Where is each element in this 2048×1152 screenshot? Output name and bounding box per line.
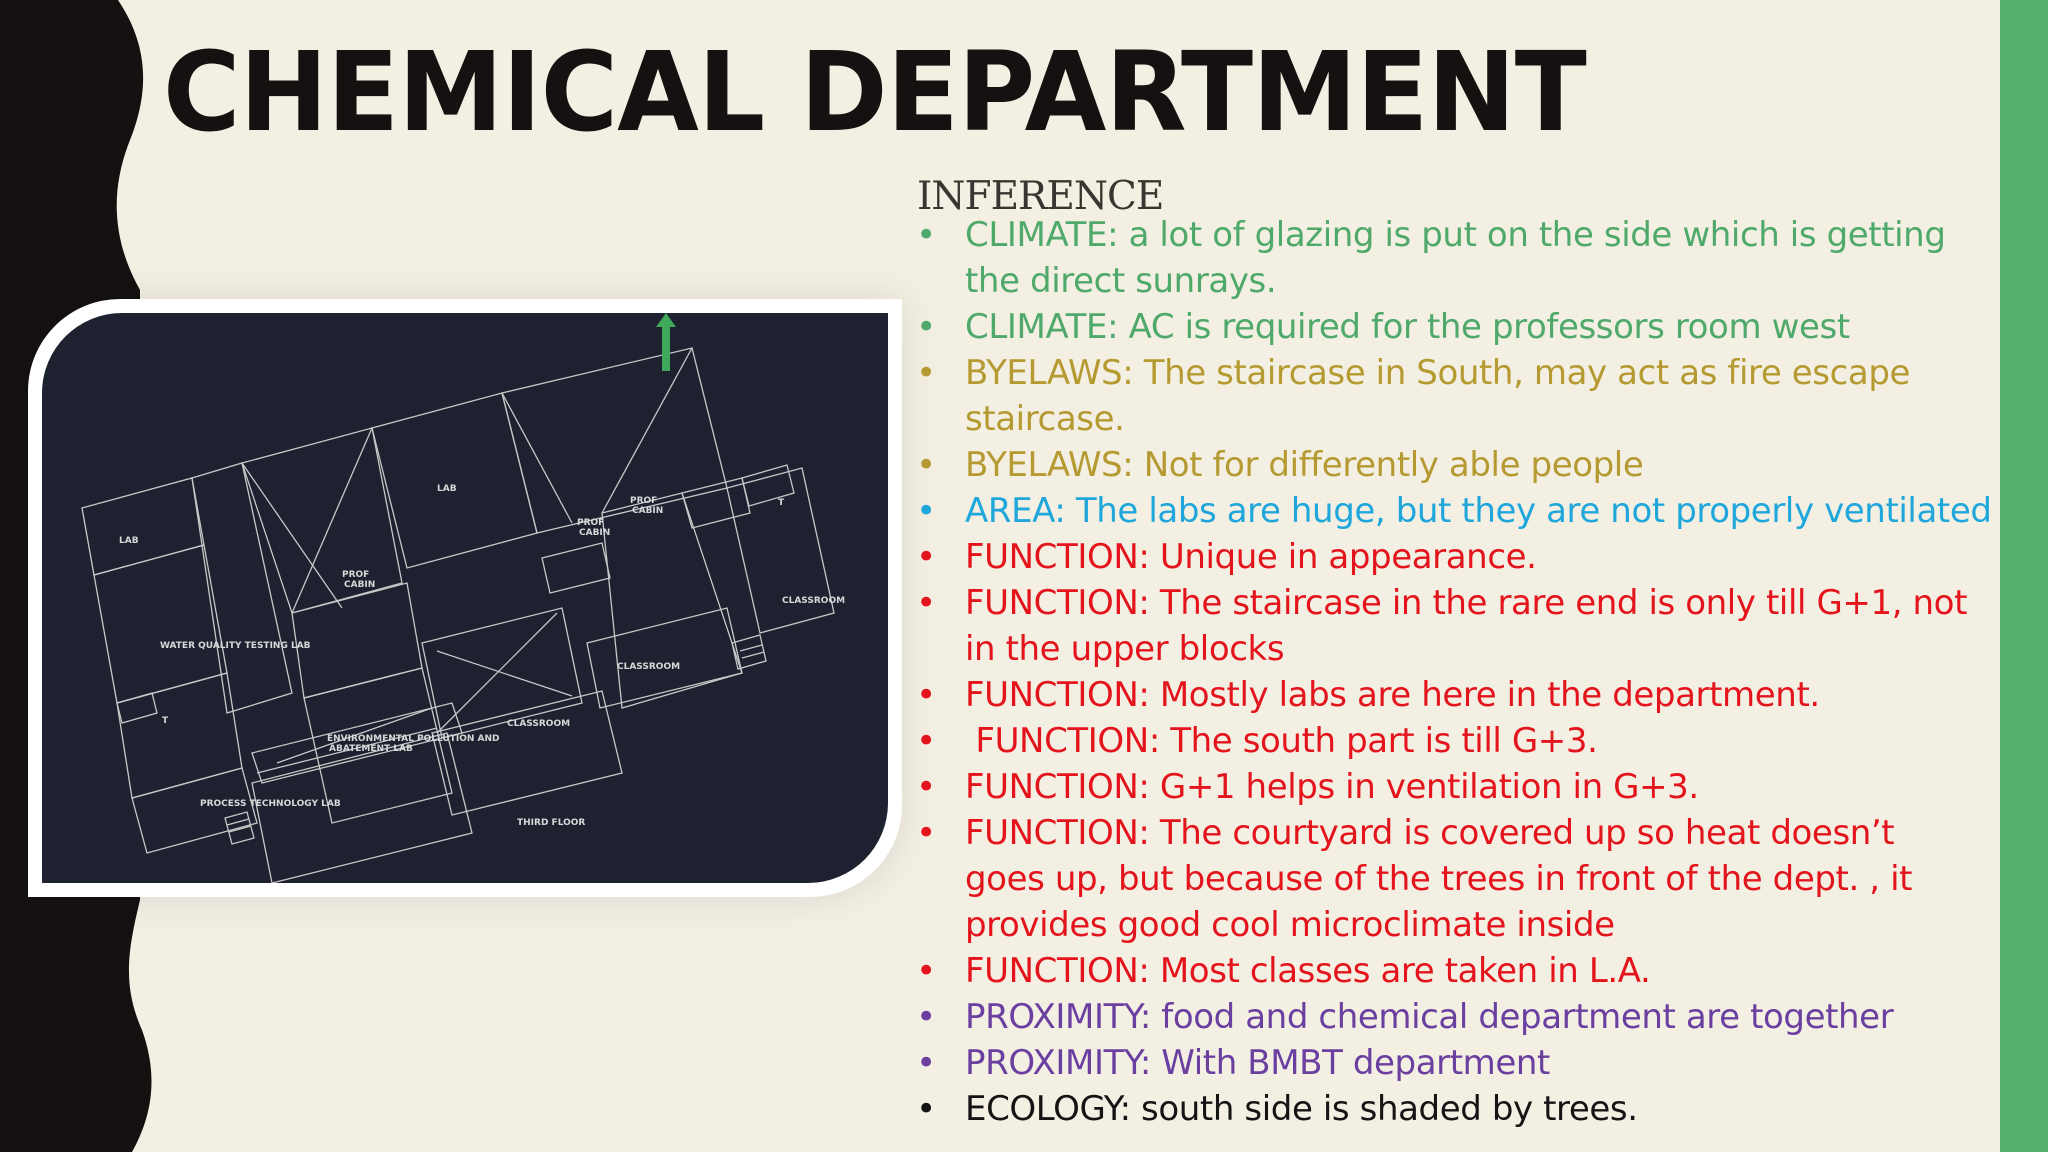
plan-label-lab-left: LAB [119,536,139,546]
bullet-text-line: staircase. [965,399,1125,439]
bullet-dot-icon: • [916,537,936,577]
inference-bullet-item [916,580,2016,672]
bullet-dot-icon: • [916,491,936,531]
bullet-text-line: CLIMATE: a lot of glazing is put on the side which is getting [965,215,1946,255]
bullet-dot-icon: • [916,997,936,1037]
bullet-dot-icon: • [916,215,936,255]
plan-label-third-floor: THIRD FLOOR [517,818,586,828]
bullet-dot-icon: • [916,675,936,715]
inference-bullet-item [916,1086,2016,1132]
bullet-text-line: in the upper blocks [965,629,1285,669]
bullet-dot-icon: • [916,1043,936,1083]
bullet-text-line: CLIMATE: AC is required for the professors room west [965,307,1850,347]
slide-title: CHEMICAL DEPARTMENT [163,28,1586,156]
plan-label-toilet-left: T [162,716,169,726]
bullet-dot-icon: • [916,813,936,853]
bullet-text-line: FUNCTION: Mostly labs are here in the department. [965,675,1820,715]
inference-bullet-item [916,994,2016,1040]
bullet-text-line: BYELAWS: The staircase in South, may act as fire escape [965,353,1911,393]
plan-label-classroom-right: CLASSROOM [782,596,846,606]
floor-plan-drawing [42,313,888,883]
bullet-text-line: FUNCTION: The courtyard is covered up so heat doesn’t [965,813,1895,853]
plan-label-classroom-mid: CLASSROOM [617,662,681,672]
plan-label-prof-cabin-2: PROF CABIN [630,496,664,516]
bullet-text-line: provides good cool microclimate inside [965,905,1615,945]
inference-bullet-item [916,212,2016,304]
inference-bullet-item [916,1040,2016,1086]
north-arrow-icon [656,313,676,371]
inference-bullet-item [916,764,2016,810]
bullet-text-line: ECOLOGY: south side is shaded by trees. [965,1089,1638,1129]
plan-label-classroom-low: CLASSROOM [507,719,571,729]
inference-bullet-item [916,672,2016,718]
inference-bullet-list [916,212,2016,1132]
bullet-dot-icon: • [916,951,936,991]
bullet-text-line: FUNCTION: Most classes are taken in L.A. [965,951,1651,991]
bullet-text-line: FUNCTION: The south part is till G+3. [965,721,1598,761]
bullet-dot-icon: • [916,721,936,761]
plan-label-lab-top: LAB [437,484,457,494]
bullet-dot-icon: • [916,1089,936,1129]
plan-label-water-quality-lab: WATER QUALITY TESTING LAB [160,641,311,651]
bullet-text-line: goes up, but because of the trees in front of the dept. , it [965,859,1913,899]
bullet-dot-icon: • [916,353,936,393]
inference-bullet-item [916,810,2016,948]
floor-plan-image-frame [28,299,902,897]
inference-bullet-item [916,534,2016,580]
bullet-text-line: the direct sunrays. [965,261,1277,301]
bullet-text-line: FUNCTION: The staircase in the rare end is only till G+1, not [965,583,1968,623]
bullet-text-line: AREA: The labs are huge, but they are not properly ventilated [965,491,1992,531]
bullet-text-line: FUNCTION: G+1 helps in ventilation in G+3. [965,767,1699,807]
inference-bullet-item [916,718,2016,764]
inference-bullet-item [916,442,2016,488]
bullet-text-line: FUNCTION: Unique in appearance. [965,537,1537,577]
bullet-text-line: PROXIMITY: food and chemical department are together [965,997,1894,1037]
plan-label-env-pollution-lab: ENVIRONMENTAL POLLUTION AND ABATEMENT LAB [327,734,500,754]
inference-bullet-item [916,350,2016,442]
bullet-dot-icon: • [916,307,936,347]
bullet-dot-icon: • [916,767,936,807]
inference-bullet-item [916,488,2016,534]
bullet-dot-icon: • [916,445,936,485]
plan-label-prof-cabin-1: PROF CABIN [577,518,611,538]
plan-label-prof-cabin-3: PROF CABIN [342,570,376,590]
inference-heading: INFERENCE [917,174,1164,219]
plan-label-toilet-right: T [778,498,785,508]
bullet-text-line: PROXIMITY: With BMBT department [965,1043,1550,1083]
plan-label-process-technology-lab: PROCESS TECHNOLOGY LAB [200,799,341,809]
bullet-dot-icon: • [916,583,936,623]
inference-bullet-item [916,304,2016,350]
bullet-text-line: BYELAWS: Not for differently able people [965,445,1644,485]
inference-bullet-item [916,948,2016,994]
